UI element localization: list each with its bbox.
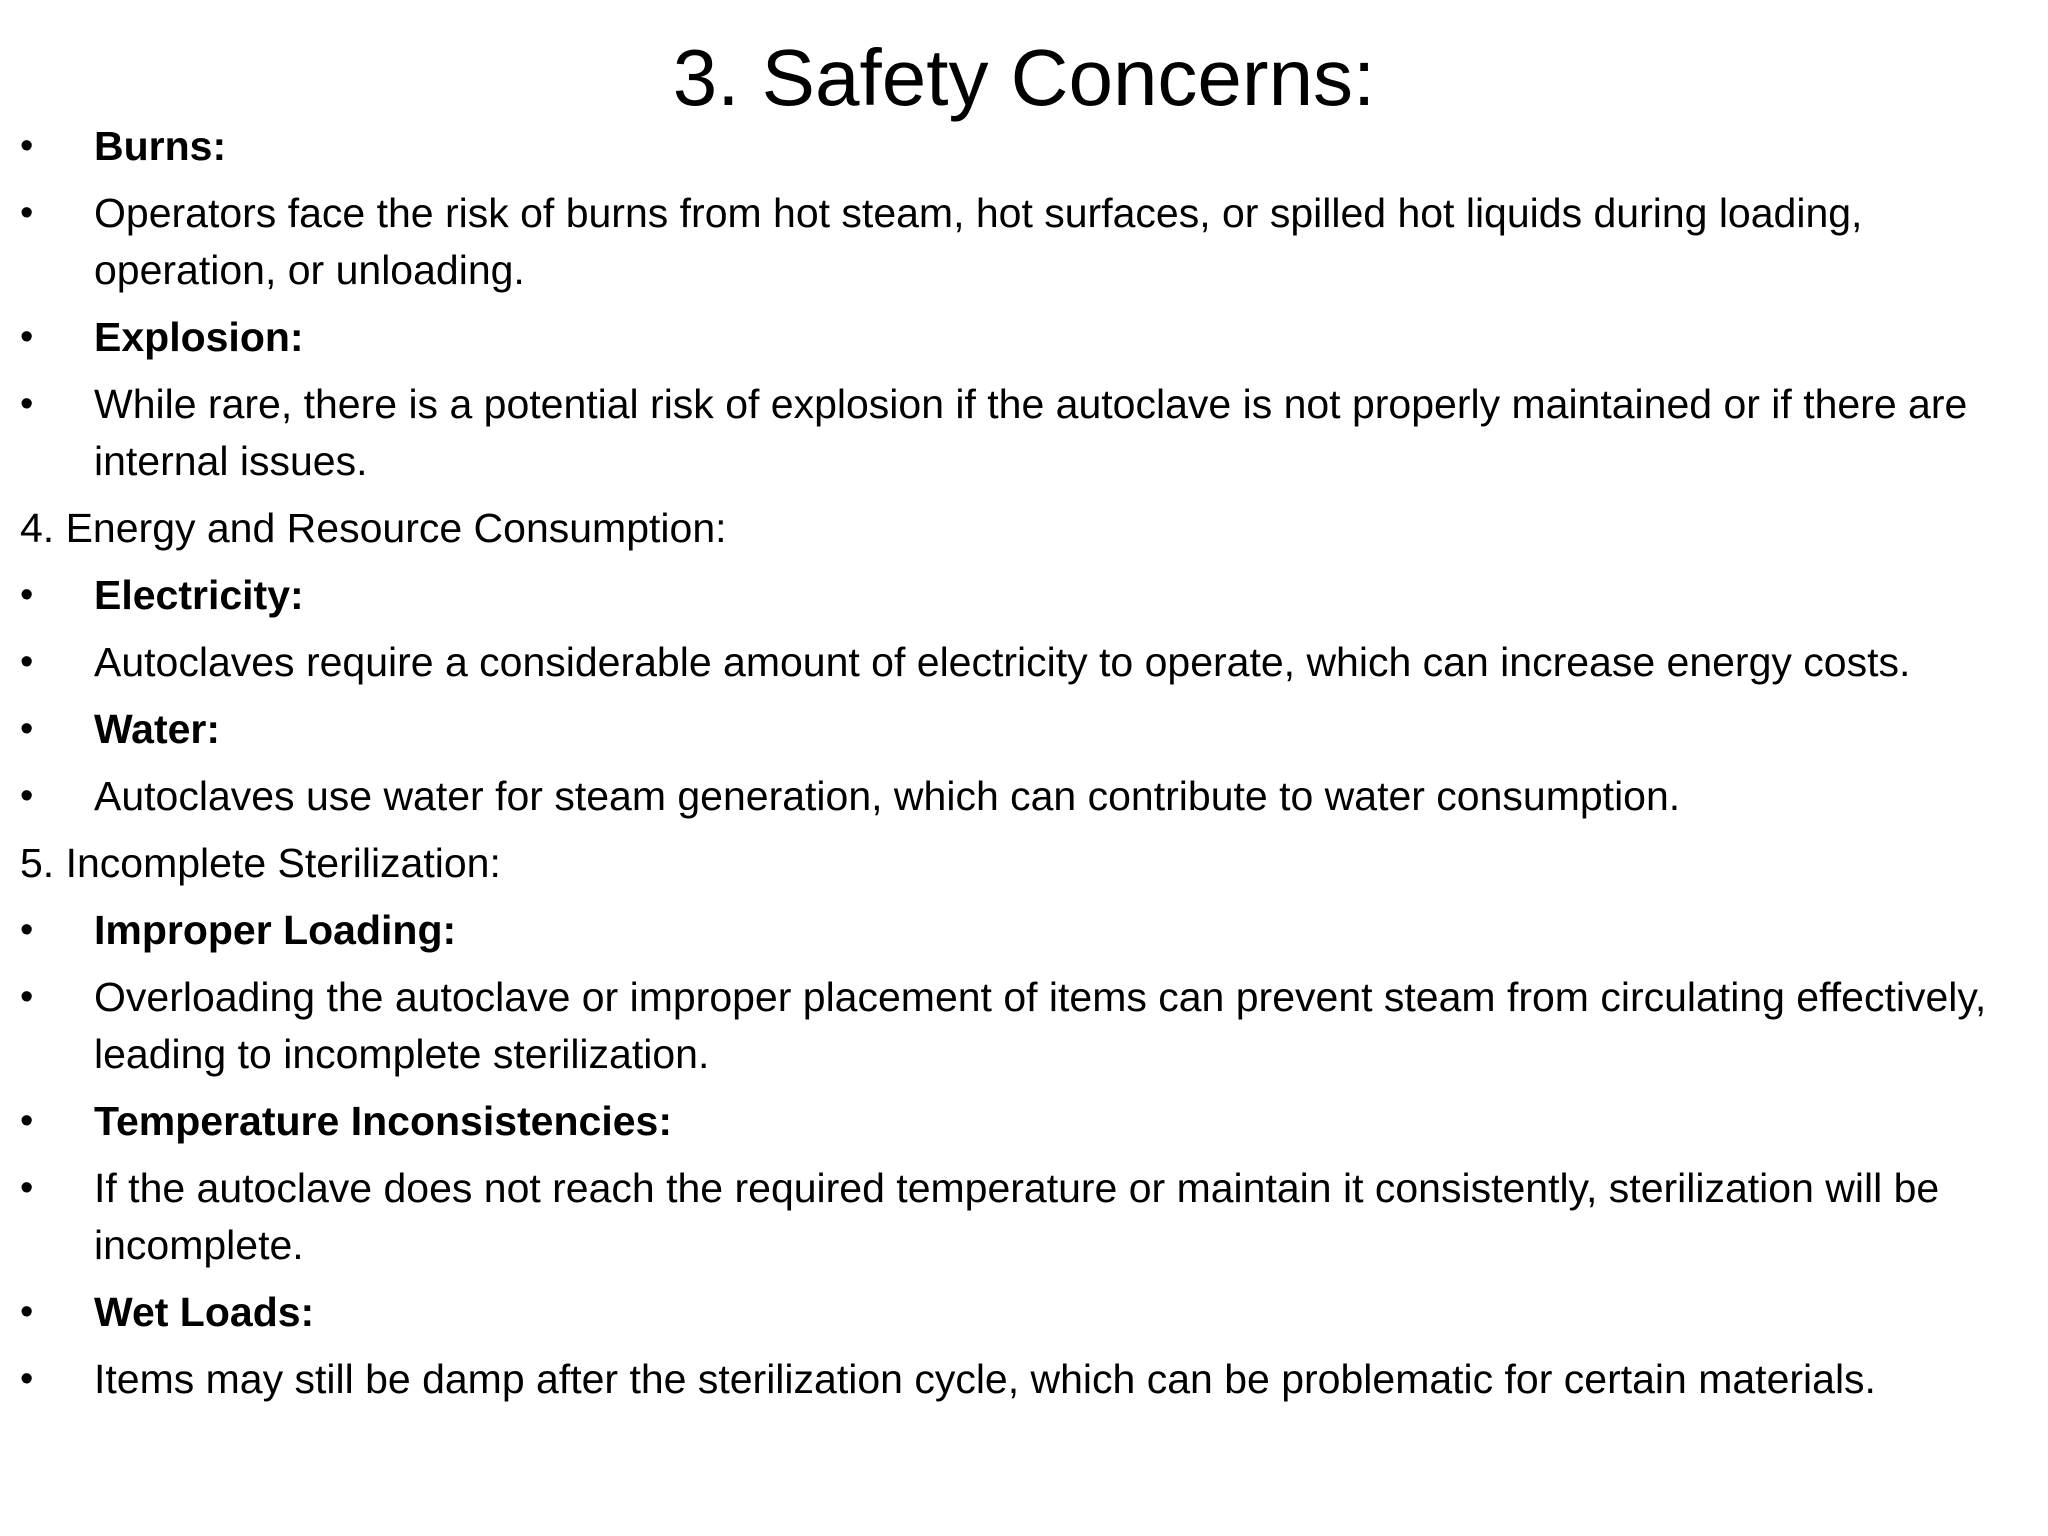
section-heading (20, 835, 2035, 892)
bullet-item (20, 567, 2035, 624)
section-heading-text: 5. Incomplete Sterilization: (20, 840, 501, 886)
bullet-text: Explosion: (94, 314, 304, 360)
bullet-text: Autoclaves use water for steam generation, which can contribute to water consumption. (94, 773, 1681, 819)
bullet-text: Burns: (94, 123, 227, 169)
bullet-icon: • (20, 383, 34, 425)
bullet-item (20, 969, 2035, 1083)
bullet-icon: • (20, 192, 34, 234)
bullet-item (20, 634, 2035, 691)
bullet-item (20, 376, 2035, 490)
section-heading (20, 500, 2035, 557)
bullet-item (20, 1284, 2035, 1341)
bullet-item (20, 902, 2035, 959)
bullet-item (20, 1093, 2035, 1150)
bullet-icon: • (20, 909, 34, 951)
bullet-item (20, 768, 2035, 825)
bullet-icon: • (20, 641, 34, 683)
bullet-item (20, 185, 2035, 299)
bullet-text: While rare, there is a potential risk of explosion if the autoclave is not properly maintained or if there are internal issues. (94, 381, 1968, 484)
bullet-item (20, 701, 2035, 758)
bullet-icon: • (20, 976, 34, 1018)
bullet-text: Temperature Inconsistencies: (94, 1098, 672, 1144)
bullet-text: Wet Loads: (94, 1289, 315, 1335)
bullet-text: Operators face the risk of burns from hot steam, hot surfaces, or spilled hot liquids during loading, operation, or unloading. (94, 190, 1863, 293)
section-heading-text: 4. Energy and Resource Consumption: (20, 505, 727, 551)
bullet-text: Improper Loading: (94, 907, 457, 953)
bullet-icon: • (20, 775, 34, 817)
bullet-icon: • (20, 316, 34, 358)
slide-body (20, 118, 2035, 1418)
bullet-item (20, 118, 2035, 175)
bullet-icon: • (20, 1358, 34, 1400)
bullet-icon: • (20, 125, 34, 167)
bullet-icon: • (20, 1291, 34, 1333)
bullet-icon: • (20, 574, 34, 616)
bullet-item (20, 309, 2035, 366)
bullet-text: Water: (94, 706, 221, 752)
bullet-item (20, 1160, 2035, 1274)
bullet-text: Items may still be damp after the sterilization cycle, which can be problematic for certain materials. (94, 1356, 1876, 1402)
bullet-text: Electricity: (94, 572, 304, 618)
bullet-text: Overloading the autoclave or improper placement of items can prevent steam from circulating effectively, leading to incomplete sterilization. (94, 974, 1987, 1077)
bullet-icon: • (20, 1100, 34, 1142)
bullet-item (20, 1351, 2035, 1408)
bullet-icon: • (20, 1167, 34, 1209)
bullet-text: Autoclaves require a considerable amount of electricity to operate, which can increase energy costs. (94, 639, 1911, 685)
bullet-icon: • (20, 708, 34, 750)
slide-title: 3. Safety Concerns: (672, 33, 1376, 122)
bullet-text: If the autoclave does not reach the required temperature or maintain it consistently, sterilization will be incomplete. (94, 1165, 1940, 1268)
